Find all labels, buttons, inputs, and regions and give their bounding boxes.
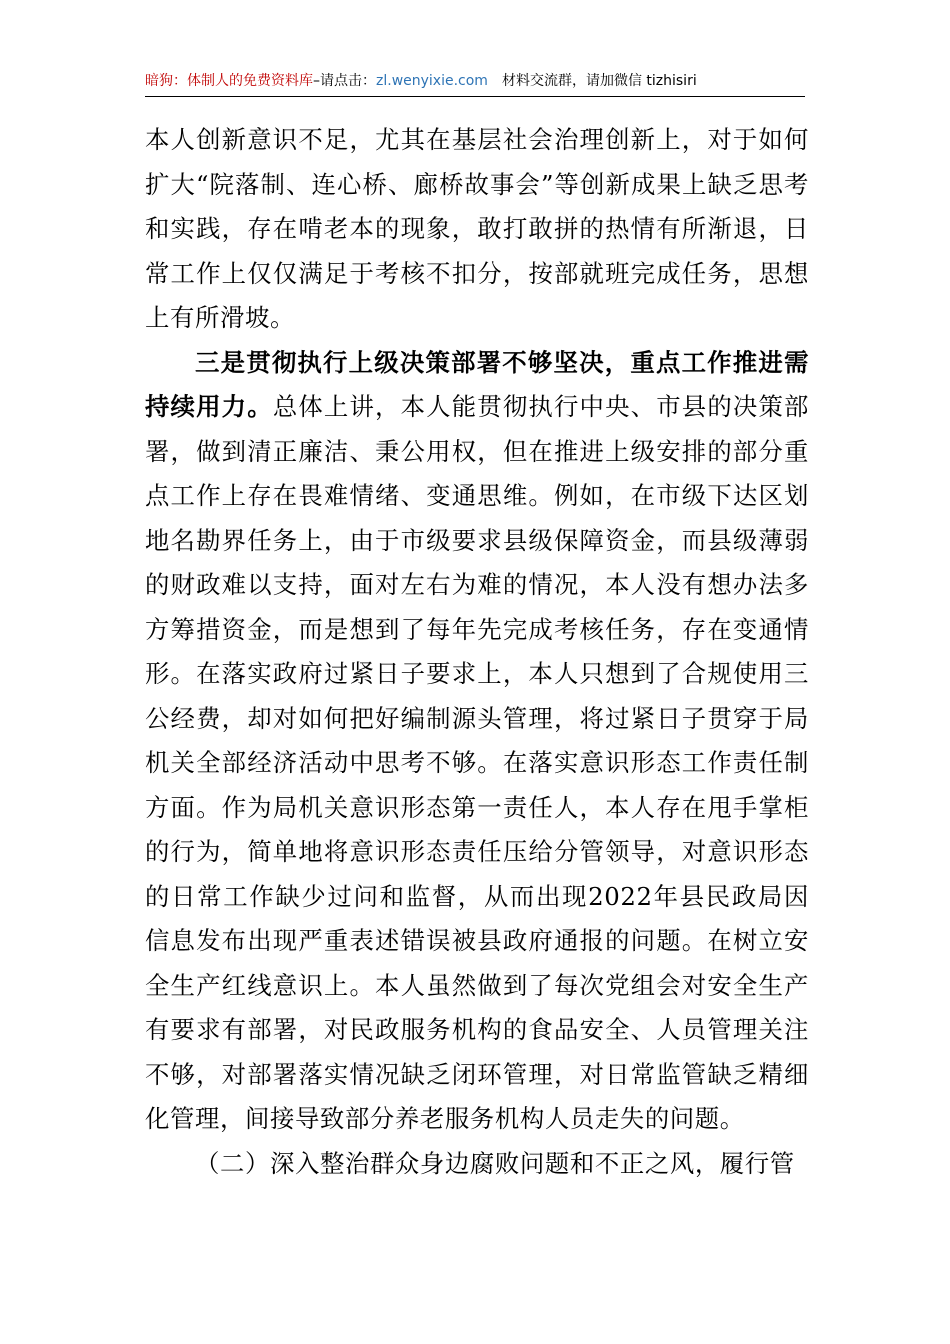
document-body	[145, 118, 809, 1186]
header-link[interactable]: zl.wenyixie.com	[376, 73, 488, 89]
paragraph-point-three	[145, 341, 809, 1142]
paragraph-continuation: 本人创新意识不足，尤其在基层社会治理创新上，对于如何扩大“院落制、连心桥、廊桥故事会”等创新成果上缺乏思考和实践，存在啃老本的现象，敢打敢拼的热情有所渐退，日常工作上仅仅满足于考核不扣分，按部就班完成任务，思想上有所滑坡。	[145, 125, 809, 332]
section-two-heading: （二）深入整治群众身边腐败问题和不正之风，履行管	[195, 1148, 795, 1178]
page-header	[145, 70, 805, 97]
header-contact: 材料交流群，请加微信 tizhisiri	[501, 73, 697, 89]
point-three-body: 总体上讲，本人能贯彻执行中央、市县的决策部署，做到清正廉洁、秉公用权，但在推进上级安排的部分重点工作上存在畏难情绪、变通思维。例如，在市级下达区划地名勘界任务上，由于市级要求县级保障资金，而县级薄弱的财政难以支持，面对左右为难的情况，本人没有想办法多方筹措资金，而是想到了每年先完成考核任务，存在变通情形。在落实政府过紧日子要求上，本人只想到了合规使用三公经费，却对如何把好编制源头管理，将过紧日子贯穿于局机关全部经济活动中思考不够。在落实意识形态工作责任制方面。作为局机关意识形态第一责任人，本人存在甩手掌柜的行为，简单地将意识形态责任压给分管领导，对意识形态的日常工作缺少过问和监督，从而出现2022年县民政局因信息发布出现严重表述错误被县政府通报的问题。在树立安全生产红线意识上。本人虽然做到了每次党组会对安全生产有要求有部署，对民政服务机构的食品安全、人员管理关注不够，对部署落实情况缺乏闭环管理，对日常监管缺乏精细化管理，间接导致部分养老服务机构人员走失的问题。	[145, 392, 809, 1133]
point-three-heading: 三是贯彻执行上级决策部署不够坚决，重点工作推进需持续用力。	[145, 347, 809, 421]
header-separator: –请点击：	[313, 73, 376, 89]
header-brand: 暗狗：体制人的免费资料库	[145, 73, 313, 89]
